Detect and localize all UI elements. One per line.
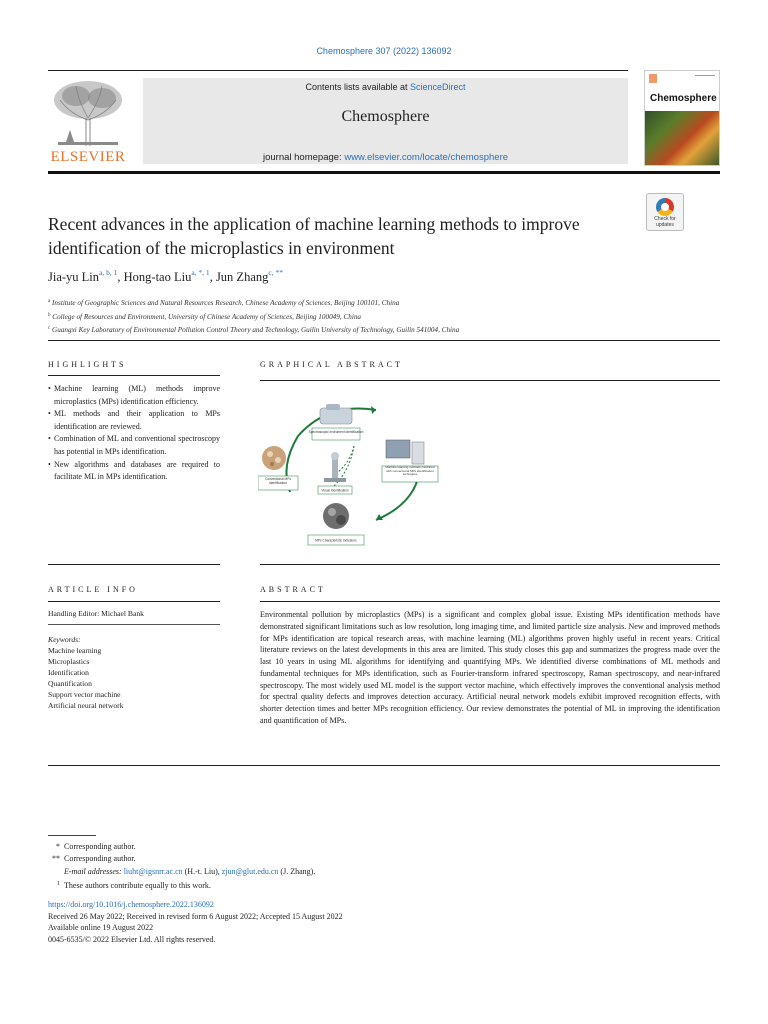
graphical-abstract-rule: [260, 380, 720, 381]
journal-reference-link[interactable]: Chemosphere 307 (2022) 136092: [316, 46, 452, 56]
journal-cover-image[interactable]: [644, 70, 720, 166]
keywords-block: [48, 634, 220, 711]
email-owner: (H.-t. Liu),: [182, 866, 222, 876]
spectrometer-icon: [320, 408, 352, 424]
affiliation-mark: a: [48, 299, 51, 304]
sciencedirect-link[interactable]: ScienceDirect: [410, 82, 466, 92]
email-link[interactable]: liuht@igsnrr.ac.cn: [123, 866, 183, 876]
affiliation-mark: b: [48, 312, 51, 318]
elsevier-tree-icon: [48, 78, 128, 148]
check-updates-label: Check for updates: [654, 216, 676, 228]
email-link[interactable]: zjun@glut.edu.cn: [221, 866, 279, 876]
keyword-item[interactable]: Identification: [48, 668, 89, 677]
graphical-abstract-heading: GRAPHICAL ABSTRACT: [260, 360, 403, 369]
abstract-rule: [260, 601, 720, 602]
author-superscript[interactable]: c, **: [268, 268, 283, 277]
author-name[interactable]: Jia-yu Lin: [48, 270, 100, 284]
label-ml: [383, 466, 437, 482]
computer-tower-icon: [412, 442, 424, 464]
footnote-text: Corresponding author.: [64, 842, 136, 851]
footnote-text: Corresponding author.: [64, 854, 136, 864]
keyword-item[interactable]: Machine learning: [48, 646, 102, 655]
footnote-item: [48, 853, 548, 865]
highlight-item: • Combination of ML and conventional spectroscopy has potential in MPs identification.: [48, 433, 220, 458]
highlights-list: [48, 383, 220, 484]
affiliation-mark: c: [48, 326, 51, 331]
microscope-icon: [332, 458, 338, 480]
microscope-head-icon: [331, 452, 339, 460]
footnote-text: These authors contribute equally to this work.: [64, 881, 211, 891]
header-thick-rule: [48, 171, 720, 174]
footnotes: [48, 841, 548, 893]
article-info-heading: ARTICLE INFO: [48, 585, 138, 594]
footnote-symbol: *: [56, 842, 60, 851]
footnote-item: [48, 866, 548, 878]
article-info-rule: [48, 601, 220, 602]
particle-dot: [328, 508, 336, 516]
keywords-label: Keywords:: [48, 635, 81, 644]
footnote-symbol: 1: [57, 881, 60, 888]
highlight-item: • Machine learning (ML) methods improve microplastics (MPs) identification efficiency.: [48, 383, 220, 408]
cover-title: Chemosphere: [650, 93, 717, 104]
affiliation-item: [48, 296, 728, 310]
publication-meta: [48, 899, 548, 945]
cover-leaves-image: [645, 111, 719, 165]
graphical-abstract-figure[interactable]: [258, 396, 454, 550]
affiliation-text: Institute of Geographic Sciences and Natural Resources Research, Chinese Academy of Sciences, Beijing 100101, China: [52, 299, 400, 307]
article-title: Recent advances in the application of machine learning methods to improve identification of the microplastics in environment: [48, 214, 580, 258]
keyword-item[interactable]: Microplastics: [48, 657, 90, 666]
copyright: 0045-6535/© 2022 Elsevier Ltd. All rights reserved.: [48, 934, 216, 944]
contents-prefix: Contents lists available at: [305, 82, 411, 92]
check-for-updates-button[interactable]: [646, 193, 684, 231]
author-superscript[interactable]: a, b, 1: [99, 268, 118, 277]
keyword-item[interactable]: Support vector machine: [48, 690, 121, 699]
characteristic-indicators-icon: [323, 503, 349, 529]
label-conventional-text: Conventional MPs identification: [265, 477, 291, 485]
label-spectroscopic-identification: Spectroscopic Instrument Identification: [308, 430, 364, 434]
handling-editor: Handling Editor: Michael Bank: [48, 609, 144, 618]
abstract-heading: ABSTRACT: [260, 585, 326, 594]
author-name[interactable]: Jun Zhang: [215, 270, 269, 284]
available-online: Available online 19 August 2022: [48, 923, 154, 933]
highlight-item: • New algorithms and databases are required to facilitate ML in MPs identification.: [48, 459, 220, 484]
arrowhead-icon: [371, 406, 376, 414]
highlights-heading: HIGHLIGHTS: [48, 360, 127, 369]
email-owner: (J. Zhang).: [278, 866, 316, 876]
elsevier-wordmark: ELSEVIER: [50, 149, 126, 165]
article-info-subrule: [48, 624, 220, 625]
label-conventional: [259, 477, 297, 489]
footnote-symbol: **: [52, 854, 60, 864]
received-dates: Received 26 May 2022; Received in revised form 6 August 2022; Accepted 15 August 2022: [48, 911, 343, 921]
doi-link[interactable]: https://doi.org/10.1016/j.chemosphere.2022.136092: [48, 900, 214, 909]
computer-monitor-icon: [386, 440, 410, 458]
footnote-rule: [48, 835, 96, 836]
footnote-item: [48, 841, 548, 853]
cycle-arrow-dashed: [338, 446, 354, 472]
affiliations: [48, 296, 728, 337]
elsevier-logo: [48, 78, 128, 166]
affiliation-item: [48, 310, 728, 324]
section-divider: [48, 765, 720, 766]
particle-dot: [336, 515, 346, 525]
section-divider: [48, 340, 720, 341]
affiliation-text: College of Resources and Environment, University of Chinese Academy of Sciences, Beijing 100049, China: [52, 312, 362, 321]
header-top-rule: [48, 70, 628, 71]
homepage-prefix: journal homepage:: [262, 152, 345, 163]
abstract-text: Environmental pollution by microplastics (MPs) is a significant and complex global issue. Existing MPs identification methods have demonstrated significant limitations such as low resolution, long imaging time, and limited particle size analysis. New and improved methods for MPs identification are topical research areas, with machine learning (ML) algorithms proven highly useful in recent years. Critical literature reviews on the latest developments in this area are limited. This study closes this gap and summarizes the progress made over the last 10 years in using ML algorithms for identifying and quantifying MPs. We identified diverse combinations of ML methods and fundamental techniques for MPs identification, such as Fourier-transform infrared spectroscopy, Raman spectroscopy, and near-infrared spectroscopy. The most widely used ML model is the support vector machine, which effectively improves the conventional analysis method for spectral quality defects and improves detection accuracy. Artificial neural network models exhibit improved recognition effects, with shorter detection times and better MPs recognition efficiency. Our review demonstrates the potential of ML in improving the identification and quantification of MPs.: [260, 610, 720, 725]
section-divider: [48, 564, 220, 565]
microscope-base-icon: [324, 478, 346, 482]
author-list: Jia-yu Lin$^{a, b, 1}$, Hong-tao Liu$^{a, *, 1}$, Jun Zhang$^{c, **}$: [48, 268, 283, 284]
author-name[interactable]: Hong-tao Liu: [123, 270, 192, 284]
keyword-item[interactable]: Artificial neural network: [48, 701, 124, 710]
particle-dot: [267, 451, 273, 457]
section-divider: [260, 564, 720, 565]
highlight-item: • ML methods and their application to MPs identification are reviewed.: [48, 408, 220, 433]
keyword-item[interactable]: Quantification: [48, 679, 92, 688]
cover-logo-icon: [645, 71, 720, 85]
journal-name: Chemosphere: [341, 108, 430, 125]
contents-line: [143, 82, 628, 92]
journal-header-box: [143, 78, 628, 164]
particle-dot: [275, 457, 281, 463]
check-updates-icon: [656, 198, 674, 216]
highlights-rule: [48, 375, 220, 376]
author-superscript[interactable]: a, *, 1: [191, 268, 210, 277]
microplastics-sample-icon: [262, 446, 286, 470]
homepage-line: [143, 152, 628, 163]
label-visual-identification: Visual Identification: [321, 488, 349, 493]
email-label: E-mail addresses:: [64, 866, 122, 876]
affiliation-text: Guangxi Key Laboratory of Environmental Pollution Control Theory and Technology, Guilin University of Technology, Guilin 541004, China: [52, 326, 460, 334]
spectrometer-top-icon: [326, 404, 340, 410]
particle-dot: [270, 462, 274, 466]
label-ml-text: Machine learning methods combined with conventional MPs identification techniques: [385, 466, 435, 477]
affiliation-item: [48, 323, 728, 337]
footnote-item: [48, 878, 548, 892]
homepage-link[interactable]: www.elsevier.com/locate/chemosphere: [344, 152, 509, 163]
label-characteristic-indicators: MPs Characteristic Indicators: [315, 538, 357, 543]
